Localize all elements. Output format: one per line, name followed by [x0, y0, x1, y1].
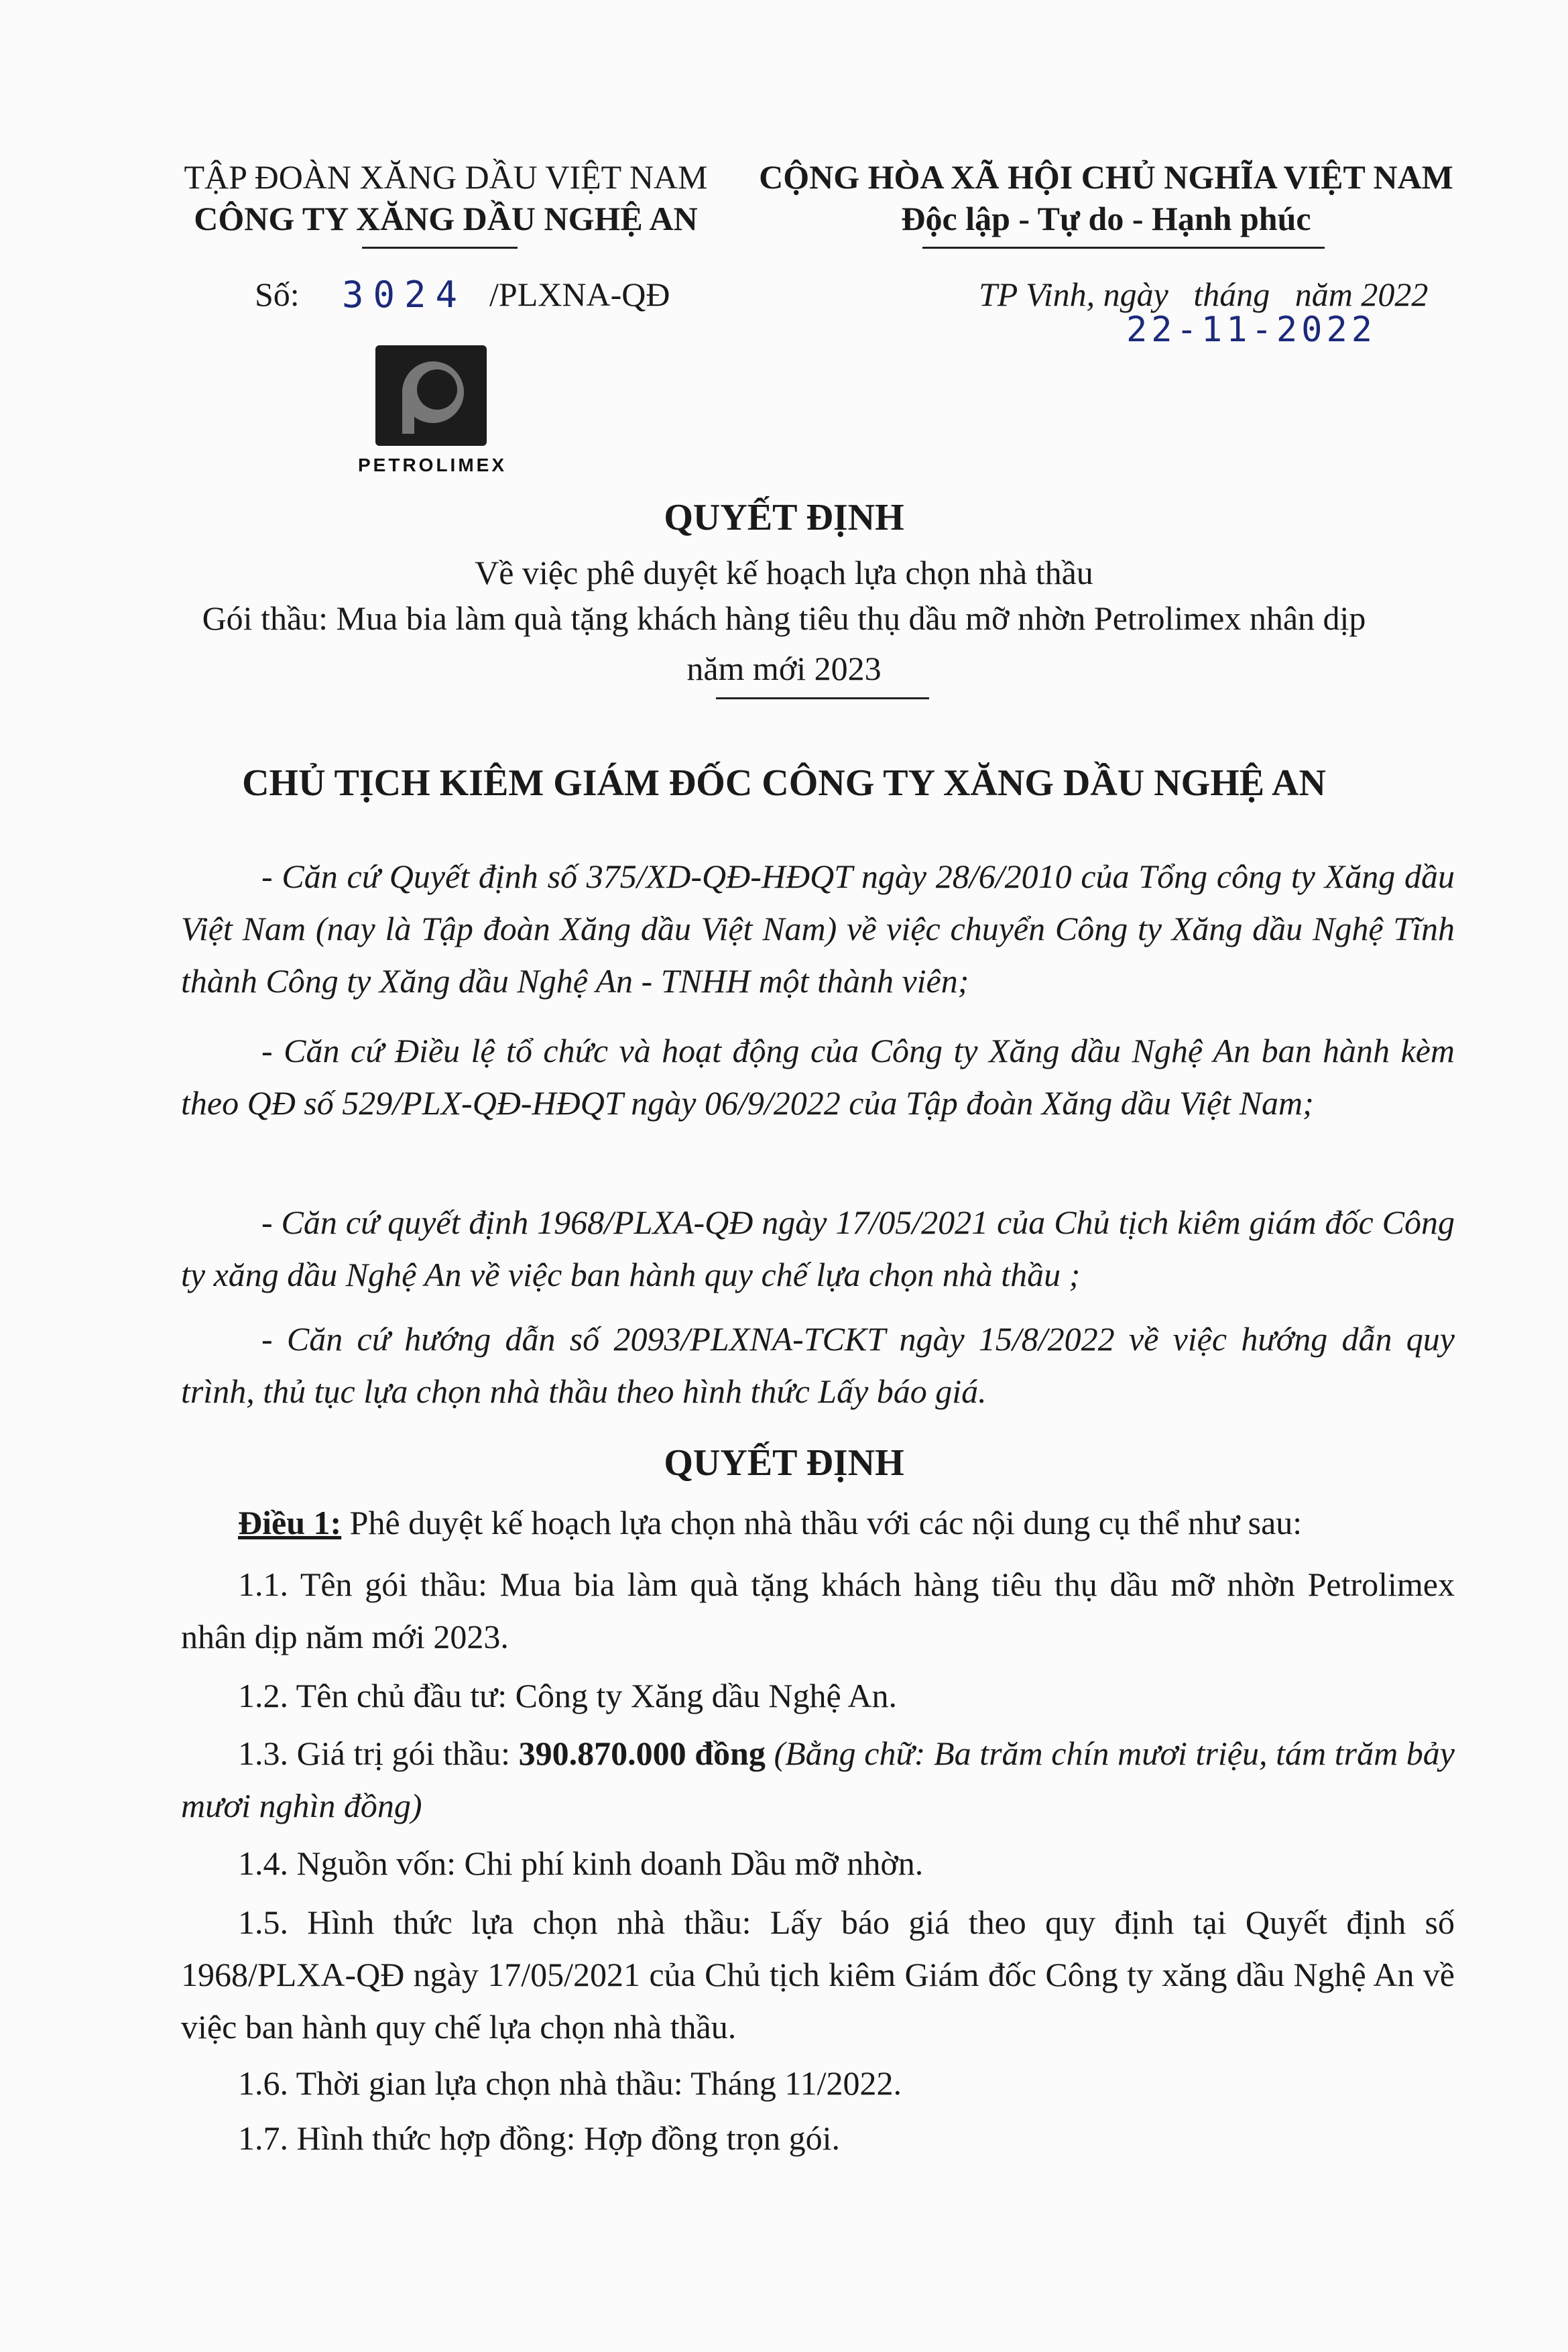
item-3-prefix: 1.3. Giá trị gói thầu: — [238, 1734, 519, 1772]
item-3-words: (Bằng chữ: Ba trăm chín mươi triệu, tám trăm bảy mươi nghìn đồng) — [181, 1734, 1455, 1824]
article-1-item-3 — [181, 1727, 1455, 1832]
subject-line-2: Gói thầu: Mua bia làm quà tặng khách hàng tiêu thụ dầu mỡ nhờn Petrolimex nhân dịp — [202, 599, 1366, 637]
article-1-item-4: 1.4. Nguồn vốn: Chi phí kinh doanh Dầu mỡ nhờn. — [238, 1844, 924, 1882]
article-1-item-7: 1.7. Hình thức hợp đồng: Hợp đồng trọn gói. — [238, 2119, 840, 2157]
doc-number-suffix: /PLXNA-QĐ — [489, 276, 670, 313]
article-1-text: Phê duyệt kế hoạch lựa chọn nhà thầu với các nội dung cụ thể như sau: — [341, 1504, 1303, 1541]
item-3-amount: 390.870.000 đồng — [518, 1734, 766, 1772]
article-1-item-6: 1.6. Thời gian lựa chọn nhà thầu: Tháng 11/2022. — [238, 2064, 902, 2102]
article-1-item-5: 1.5. Hình thức lựa chọn nhà thầu: Lấy báo giá theo quy định tại Quyết định số 1968/PLXA-QĐ ngày 17/05/2021 của Chủ tịch kiêm Giám đốc Công ty xăng dầu Nghệ An về việc ban hành quy chế lựa chọn nhà thầu. — [181, 1903, 1455, 2046]
petrolimex-logo-icon — [375, 345, 487, 446]
article-1-item-1: 1.1. Tên gói thầu: Mua bia làm quà tặng khách hàng tiêu thụ dầu mỡ nhờn Petrolimex nhân dịp năm mới 2023. — [181, 1566, 1455, 1655]
header-right-rule — [922, 247, 1325, 249]
header-left-rule — [362, 247, 518, 249]
document-title: QUYẾT ĐỊNH — [664, 497, 904, 538]
article-1-intro — [181, 1496, 1455, 1549]
basis-3: - Căn cứ quyết định 1968/PLXA-QĐ ngày 17/05/2021 của Chủ tịch kiêm giám đốc Công ty xăng dầu Nghệ An về việc ban hành quy chế lựa chọn nhà thầu ; — [181, 1203, 1455, 1293]
article-1-item-2: 1.2. Tên chủ đầu tư: Công ty Xăng dầu Nghệ An. — [238, 1677, 897, 1714]
header-motto: Độc lập - Tự do - Hạnh phúc — [901, 200, 1311, 237]
subject-line-3: năm mới 2023 — [686, 650, 882, 687]
decision-heading: QUYẾT ĐỊNH — [664, 1442, 904, 1484]
doc-number-handwritten: 3024 — [342, 274, 467, 316]
header-republic: CỘNG HÒA XÃ HỘI CHỦ NGHĨA VIỆT NAM — [759, 158, 1453, 196]
logo-text: PETROLIMEX — [357, 455, 507, 475]
header-group-name: TẬP ĐOÀN XĂNG DẦU VIỆT NAM — [184, 158, 708, 196]
doc-number-label: Số: — [255, 276, 300, 313]
basis-4: - Căn cứ hướng dẫn số 2093/PLXNA-TCKT ngày 15/8/2022 về việc hướng dẫn quy trình, thủ tục lựa chọn nhà thầu theo hình thức Lấy báo giá. — [181, 1320, 1455, 1410]
basis-1: - Căn cứ Quyết định số 375/XD-QĐ-HĐQT ngày 28/6/2010 của Tổng công ty Xăng dầu Việt Nam (nay là Tập đoàn Xăng dầu Việt Nam) về việc chuyển Công ty Xăng dầu Nghệ Tĩnh thành Công ty Xăng dầu Nghệ An - TNHH một thành viên; — [181, 858, 1455, 1000]
title-rule — [716, 697, 929, 699]
basis-2: - Căn cứ Điều lệ tổ chức và hoạt động của Công ty Xăng dầu Nghệ An ban hành kèm theo QĐ số 529/PLX-QĐ-HĐQT ngày 06/9/2022 của Tập đoàn Xăng dầu Việt Nam; — [181, 1032, 1455, 1122]
subject-line-1: Về việc phê duyệt kế hoạch lựa chọn nhà thầu — [475, 554, 1093, 591]
date-stamp: 22-11-2022 — [1126, 310, 1377, 350]
header-company-name: CÔNG TY XĂNG DẦU NGHỆ AN — [194, 200, 698, 237]
date-place: TP Vinh, ngày tháng năm 2022 — [979, 276, 1429, 313]
issuing-authority: CHỦ TỊCH KIÊM GIÁM ĐỐC CÔNG TY XĂNG DẦU NGHỆ AN — [242, 762, 1326, 804]
article-1-label: Điều 1: — [238, 1504, 342, 1541]
